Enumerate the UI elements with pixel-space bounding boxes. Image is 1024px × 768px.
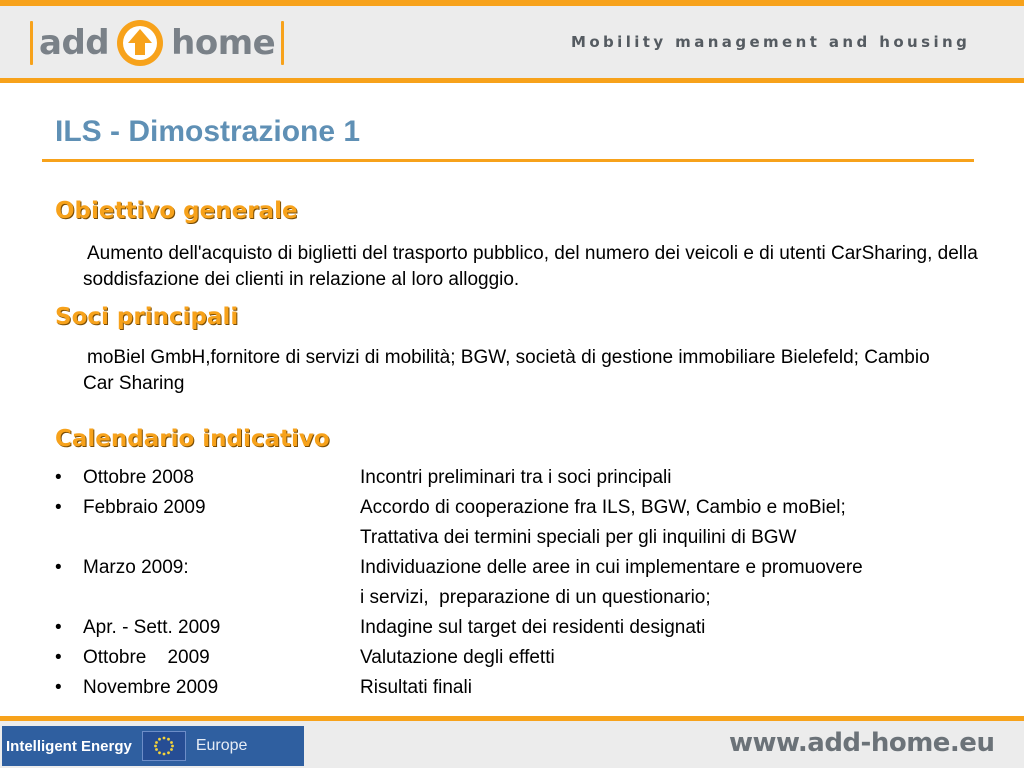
calendar-description: i servizi, preparazione di un questionario; [360, 587, 711, 608]
page-title: ILS - Dimostrazione 1 [55, 115, 361, 148]
add-home-logo [30, 18, 284, 68]
logo-bar-right [281, 21, 284, 65]
logo-word-add: add [39, 23, 110, 63]
calendar-description: Incontri preliminari tra i soci principali [360, 467, 672, 488]
program-region: Europe [195, 737, 248, 754]
calendar-date: Novembre 2009 [83, 677, 219, 698]
section-heading-partners: Soci principali [55, 304, 239, 330]
partners-text: moBiel GmbH,fornitore di servizi di mobilità; BGW, società di gestione immobiliare Bielefeld; Cambio Car Sharing [83, 347, 930, 394]
bullet-marker: • [55, 497, 62, 518]
bullet-marker: • [55, 677, 62, 698]
calendar-date: Ottobre 2008 [83, 467, 194, 488]
calendar-description: Valutazione degli effetti [360, 647, 555, 668]
bullet-marker: • [55, 467, 62, 488]
footer-website-url[interactable]: www.add-home.eu [729, 728, 995, 758]
header-divider [0, 78, 1024, 83]
logo-bar-left [30, 21, 33, 65]
calendar-date: Marzo 2009: [83, 557, 189, 578]
title-underline [42, 159, 974, 162]
calendar-date: Apr. - Sett. 2009 [83, 617, 221, 638]
calendar-description: Individuazione delle aree in cui implementare e promuovere [360, 557, 863, 578]
intelligent-energy-europe-logo [2, 726, 304, 766]
calendar-date: Febbraio 2009 [83, 497, 206, 518]
calendar-description: Trattativa dei termini speciali per gli inquilini di BGW [360, 527, 797, 548]
logo-word-home: home [171, 23, 276, 63]
objective-text: Aumento dell'acquisto di biglietti del trasporto pubblico, del numero dei veicoli e di utenti CarSharing, della soddisfazione dei clienti in relazione al loro alloggio. [83, 243, 978, 290]
calendar-date: Ottobre 2009 [83, 647, 210, 668]
house-arrow-icon [117, 20, 163, 66]
program-name: Intelligent Energy [6, 737, 132, 755]
calendar-description: Risultati finali [360, 677, 472, 698]
bullet-marker: • [55, 557, 62, 578]
eu-flag-icon [142, 731, 186, 761]
calendar-description: Accordo di cooperazione fra ILS, BGW, Cambio e moBiel; [360, 497, 846, 518]
section-heading-objective: Obiettivo generale [55, 198, 298, 224]
section-heading-calendar: Calendario indicativo [55, 426, 330, 452]
header-tagline: Mobility management and housing [571, 33, 971, 51]
bullet-marker: • [55, 647, 62, 668]
calendar-description: Indagine sul target dei residenti designati [360, 617, 706, 638]
bullet-marker: • [55, 617, 62, 638]
